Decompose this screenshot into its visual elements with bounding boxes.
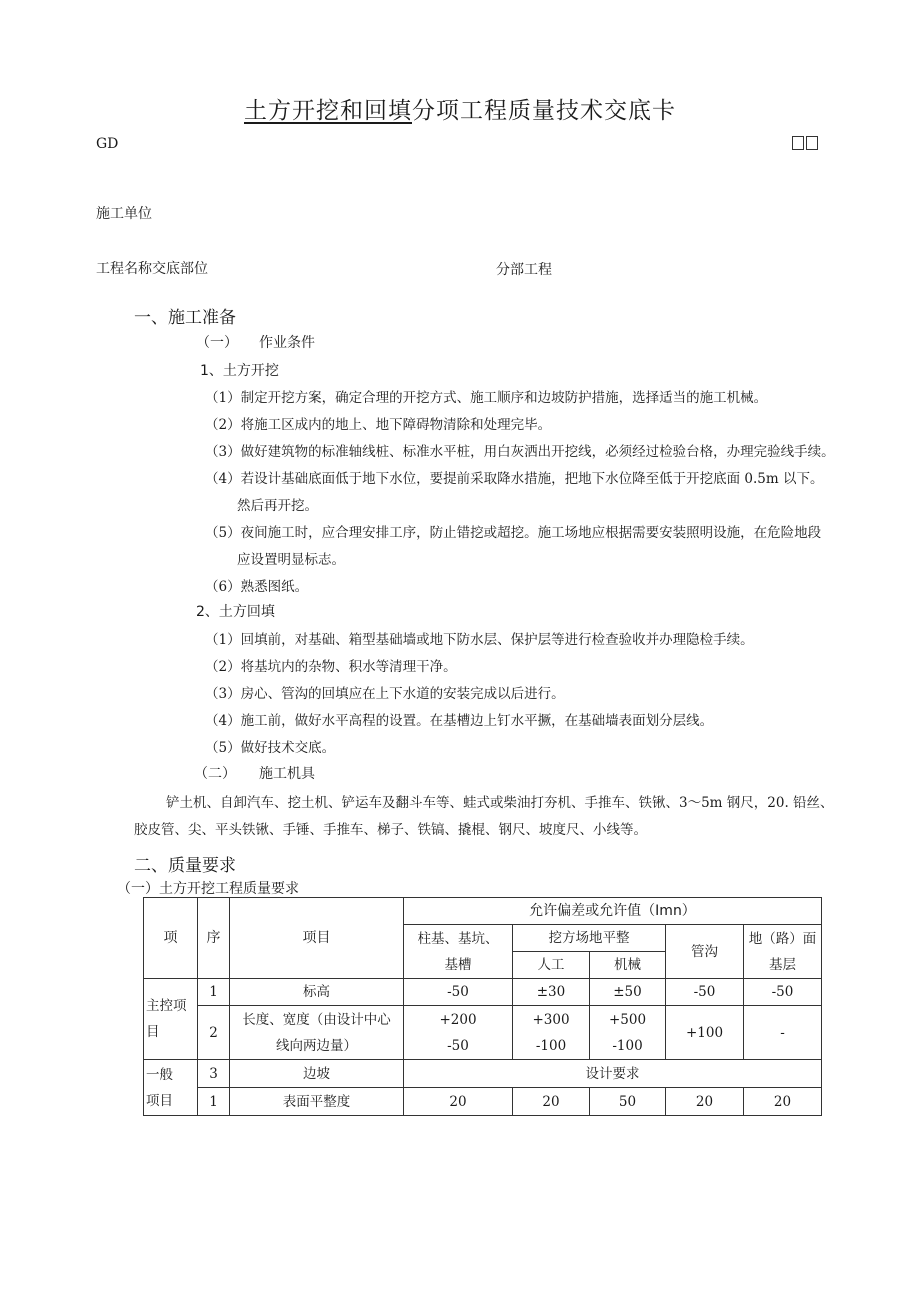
- row4-c2: 20: [513, 1088, 590, 1116]
- row1-c4: -50: [666, 979, 744, 1006]
- row2-name-a: 长度、宽度（由设计中心: [242, 1011, 391, 1028]
- backfill-item: （1）回填前，对基础、箱型基础墙或地下防水层、保护层等进行检查验收并办理隐检手续。: [205, 632, 754, 648]
- row3-requirement: 设计要求: [404, 1060, 822, 1088]
- section1-sub2-title: 施工机具: [259, 766, 315, 782]
- title-rest: 分项工程质量技术交底卡: [412, 98, 676, 124]
- row2-name-b: 线向两边量）: [276, 1037, 357, 1054]
- page-title: [0, 92, 920, 125]
- row2-seq: 2: [198, 1006, 230, 1060]
- header-tolerance: 允许偏差或允许值（Imn）: [404, 898, 822, 925]
- row4-c5: 20: [744, 1088, 822, 1116]
- construction-unit-label: 施工单位: [96, 206, 152, 222]
- excavation-item-cont: 应设置明显标志。: [237, 552, 345, 568]
- section1-sub2-num: （二）: [194, 766, 236, 782]
- excavation-title: 1、土方开挖: [200, 363, 279, 379]
- header-trench: 管沟: [666, 925, 744, 979]
- sub-project-label: 分部工程: [496, 262, 552, 278]
- tools-line-2: 胶皮管、尖、平头铁锹、手锤、手推车、梯子、铁镐、撬棍、钢尺、坡度尺、小线等。: [134, 822, 647, 838]
- row2-c3-b: -100: [612, 1037, 643, 1054]
- backfill-item: （2）将基坑内的杂物、积水等清理干净。: [205, 659, 457, 675]
- excavation-item: （3）做好建筑物的标准轴线桩、标准水平桩，用白灰洒出开挖线，必须经过检验台格，办理完验线手续。: [205, 444, 835, 460]
- header-pit-b: 基槽: [444, 956, 472, 973]
- row1-name: 标高: [230, 979, 404, 1006]
- code-boxes: [790, 136, 818, 153]
- row2-c5: -: [744, 1006, 822, 1060]
- backfill-item: （5）做好技术交底。: [205, 740, 336, 756]
- row4-seq: 1: [198, 1088, 230, 1116]
- row2-c2: [513, 1006, 590, 1060]
- section1-heading: 一、施工准备: [134, 308, 236, 328]
- excavation-item: （1）制定开挖方案，确定合理的开挖方式、施工顺序和边坡防护措施，选择适当的施工机械。: [205, 390, 768, 406]
- header-machine: 机械: [590, 952, 666, 979]
- backfill-item: （3）房心、管沟的回填应在上下水道的安装完成以后进行。: [205, 686, 565, 702]
- excavation-item: （6）熟悉图纸。: [205, 579, 309, 595]
- row3-name: 边坡: [230, 1060, 404, 1088]
- row4-c1: 20: [404, 1088, 513, 1116]
- tools-line-1: 铲土机、自卸汽车、挖土机、铲运车及翻斗车等、蛙式或柴油打夯机、手推车、铁锹、3～5m 钢尺，20. 铅丝、: [166, 795, 834, 811]
- header-ground-b: 基层: [769, 956, 796, 973]
- title-underlined: 土方开挖和回填: [244, 98, 412, 124]
- excavation-item: （5）夜间施工时，应合理安排工序，防止错挖或超挖。施工场地应根据需要安装照明设施，在危险地段: [205, 525, 822, 541]
- row1-c1: -50: [404, 979, 513, 1006]
- row2-c1-b: -50: [447, 1037, 469, 1054]
- row2-c3: [590, 1006, 666, 1060]
- row3-seq: 3: [198, 1060, 230, 1088]
- section2-heading: 二、质量要求: [134, 856, 236, 876]
- row2-c1-a: +200: [439, 1011, 477, 1028]
- main-control-label-a: 主控项: [146, 998, 187, 1014]
- row1-c5: -50: [744, 979, 822, 1006]
- main-control-label-b: 目: [146, 1024, 160, 1040]
- general-label: [144, 1060, 198, 1116]
- row2-c2-a: +300: [532, 1011, 570, 1028]
- header-pit: [404, 925, 513, 979]
- row1-seq: 1: [198, 979, 230, 1006]
- row1-c3: ±50: [590, 979, 666, 1006]
- row2-c4: +100: [666, 1006, 744, 1060]
- general-label-a: 一般: [146, 1066, 173, 1083]
- row1-c2: ±30: [513, 979, 590, 1006]
- row2-c1: [404, 1006, 513, 1060]
- section1-sub1-title: 作业条件: [259, 335, 315, 351]
- header-project: 项目: [230, 898, 404, 979]
- header-ground-a: 地（路）面: [748, 930, 817, 947]
- row2-c3-a: +500: [608, 1011, 647, 1028]
- checkbox-icon: [792, 136, 804, 150]
- header-seq: 序: [198, 898, 230, 979]
- code-left: GD: [96, 136, 119, 152]
- row4-name: 表面平整度: [230, 1088, 404, 1116]
- excavation-item: （2）将施工区成内的地上、地下障碍物清除和处理完毕。: [205, 417, 552, 433]
- main-control-label: [144, 979, 198, 1060]
- excavation-item: （4）若设计基础底面低于地下水位，要提前采取降水措施，把地下水位降至低于开挖底面 0.5m 以下。: [205, 471, 824, 487]
- header-manual: 人工: [513, 952, 590, 979]
- checkbox-icon: [806, 136, 818, 150]
- backfill-item: （4）施工前，做好水平高程的设置。在基槽边上钉水平撅，在基础墙表面划分层线。: [205, 713, 714, 729]
- row2-c2-b: -100: [535, 1037, 567, 1054]
- row4-c3: 50: [590, 1088, 666, 1116]
- header-site: 挖方场地平整: [513, 925, 666, 952]
- row2-name: [230, 1006, 404, 1060]
- header-pit-a: 柱基、基坑、: [417, 930, 499, 947]
- backfill-title: 2、土方回填: [196, 604, 275, 620]
- excavation-item-cont: 然后再开挖。: [237, 498, 318, 514]
- section1-sub1-num: （一）: [196, 335, 238, 351]
- section2-sub1: （一）土方开挖工程质量要求: [117, 881, 299, 897]
- quality-table: [143, 897, 822, 1116]
- project-name-label: 工程名称交底部位: [96, 261, 208, 277]
- header-item: 项: [144, 898, 198, 979]
- header-ground: [744, 925, 822, 979]
- general-label-b: 项目: [146, 1092, 173, 1109]
- row4-c4: 20: [666, 1088, 744, 1116]
